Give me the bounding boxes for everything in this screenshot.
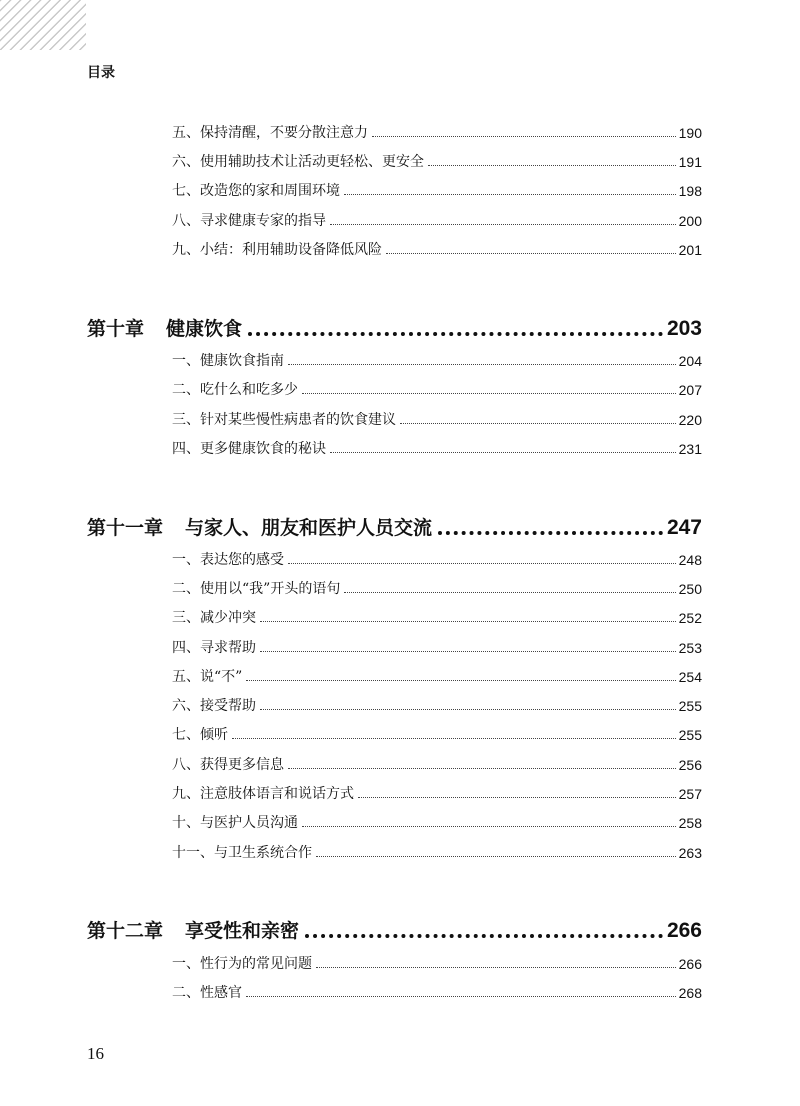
toc-entry[interactable] [172,149,702,171]
toc-entry[interactable] [172,208,702,230]
toc-entry-title: 五、保持清醒，不要分散注意力 [172,125,368,141]
toc-entry-page: 254 [678,669,702,685]
toc-entry-page: 220 [678,412,702,428]
dot-leader [372,136,676,137]
chapter-number: 第十章 [87,318,145,340]
dot-leader [232,738,676,739]
toc-entry[interactable] [172,664,702,686]
toc-entry-title: 十一、与卫生系统合作 [172,845,312,861]
chapter-page: 266 [666,919,702,942]
toc-entry[interactable] [172,120,702,142]
toc-entry[interactable] [172,576,702,598]
dot-leader [302,826,676,827]
dot-leader [400,423,676,424]
corner-hatch-decoration [0,0,86,50]
chapter-number: 第十二章 [87,920,164,942]
toc-entry-page: 252 [678,610,702,626]
dot-leader [246,680,675,681]
toc-entry-title: 十、与医护人员沟通 [172,815,298,831]
toc-entry[interactable] [172,693,702,715]
chapter-number: 第十一章 [87,517,164,539]
chapter-heading[interactable] [87,312,702,342]
dot-leader [330,224,676,225]
dot-leader [288,563,676,564]
chapter-page: 203 [666,317,702,340]
toc-entry[interactable] [172,840,702,862]
dot-leader [288,768,676,769]
running-head: 目录 [87,65,115,81]
toc-entry-page: 250 [678,581,702,597]
chapter-heading[interactable] [87,511,702,541]
toc-entry[interactable] [172,436,702,458]
dot-leader [386,253,676,254]
dot-leader [316,967,676,968]
toc-entry-title: 二、性感官 [172,985,242,1001]
toc-entry[interactable] [172,781,702,803]
toc-entry-title: 七、改造您的家和周围环境 [172,183,340,199]
toc-entry-title: 一、健康饮食指南 [172,353,284,369]
toc-entry-page: 191 [678,154,702,170]
toc-entry-title: 三、减少冲突 [172,610,256,626]
toc-entry-page: 201 [678,242,702,258]
toc-entry-title: 一、表达您的感受 [172,552,284,568]
toc-entry-page: 268 [678,985,702,1001]
toc-entry[interactable] [172,810,702,832]
chapter-title: 享受性和亲密 [185,920,300,942]
toc-entry[interactable] [172,547,702,569]
toc-entry[interactable] [172,348,702,370]
toc-entry[interactable] [172,605,702,627]
dot-leader [428,165,676,166]
toc-entry-page: 257 [678,786,702,802]
chapter-title: 健康饮食 [166,318,243,340]
dot-leader [344,592,675,593]
toc-entry-title: 六、使用辅助技术让活动更轻松、更安全 [172,154,424,170]
toc-entry-page: 255 [678,698,702,714]
toc-entry[interactable] [172,722,702,744]
toc-entry-page: 190 [678,125,702,141]
toc-entry[interactable] [172,752,702,774]
page-number: 16 [87,1044,104,1063]
toc-entry-title: 二、吃什么和吃多少 [172,382,298,398]
toc-entry-title: 九、注意肢体语言和说话方式 [172,786,354,802]
dot-leader [302,393,676,394]
dot-leader [316,856,676,857]
toc-entry-page: 263 [678,845,702,861]
toc-entry-page: 204 [678,353,702,369]
dot-leader [438,531,663,535]
toc-entry-page: 255 [678,727,702,743]
toc-entry-title: 二、使用以“我”开头的语句 [172,581,341,597]
toc-entry[interactable] [172,951,702,973]
toc-entry[interactable] [172,377,702,399]
toc-entry-title: 七、倾听 [172,727,228,743]
toc-entry-title: 八、获得更多信息 [172,757,284,773]
dot-leader [344,194,676,195]
chapter-title: 与家人、朋友和医护人员交流 [185,517,433,539]
dot-leader [260,651,676,652]
dot-leader [330,452,676,453]
toc-entry[interactable] [172,237,702,259]
dot-leader [248,332,663,336]
dot-leader [260,621,676,622]
toc-entry-page: 198 [678,183,702,199]
toc-entry[interactable] [172,178,702,200]
toc-entry-page: 248 [678,552,702,568]
toc-entry-page: 207 [678,382,702,398]
toc-entry[interactable] [172,980,702,1002]
toc-entry-title: 四、更多健康饮食的秘诀 [172,441,326,457]
toc-entry-title: 九、小结：利用辅助设备降低风险 [172,242,382,258]
chapter-page: 247 [666,516,702,539]
toc-entry-title: 八、寻求健康专家的指导 [172,213,326,229]
toc-entry-page: 231 [678,441,702,457]
toc-entry[interactable] [172,635,702,657]
toc-entry-title: 五、说“不” [172,669,243,685]
toc-entry-page: 256 [678,757,702,773]
chapter-heading[interactable] [87,914,702,944]
toc-entry-page: 200 [678,213,702,229]
toc-entry-page: 266 [678,956,702,972]
dot-leader [260,709,676,710]
dot-leader [246,996,676,997]
toc-entry-page: 253 [678,640,702,656]
toc-entry-title: 三、针对某些慢性病患者的饮食建议 [172,412,396,428]
toc-entry-title: 一、性行为的常见问题 [172,956,312,972]
dot-leader [358,797,676,798]
dot-leader [305,934,663,938]
toc-entry-title: 四、寻求帮助 [172,640,256,656]
toc-entry-page: 258 [678,815,702,831]
toc-entry[interactable] [172,407,702,429]
dot-leader [288,364,676,365]
toc-entry-title: 六、接受帮助 [172,698,256,714]
